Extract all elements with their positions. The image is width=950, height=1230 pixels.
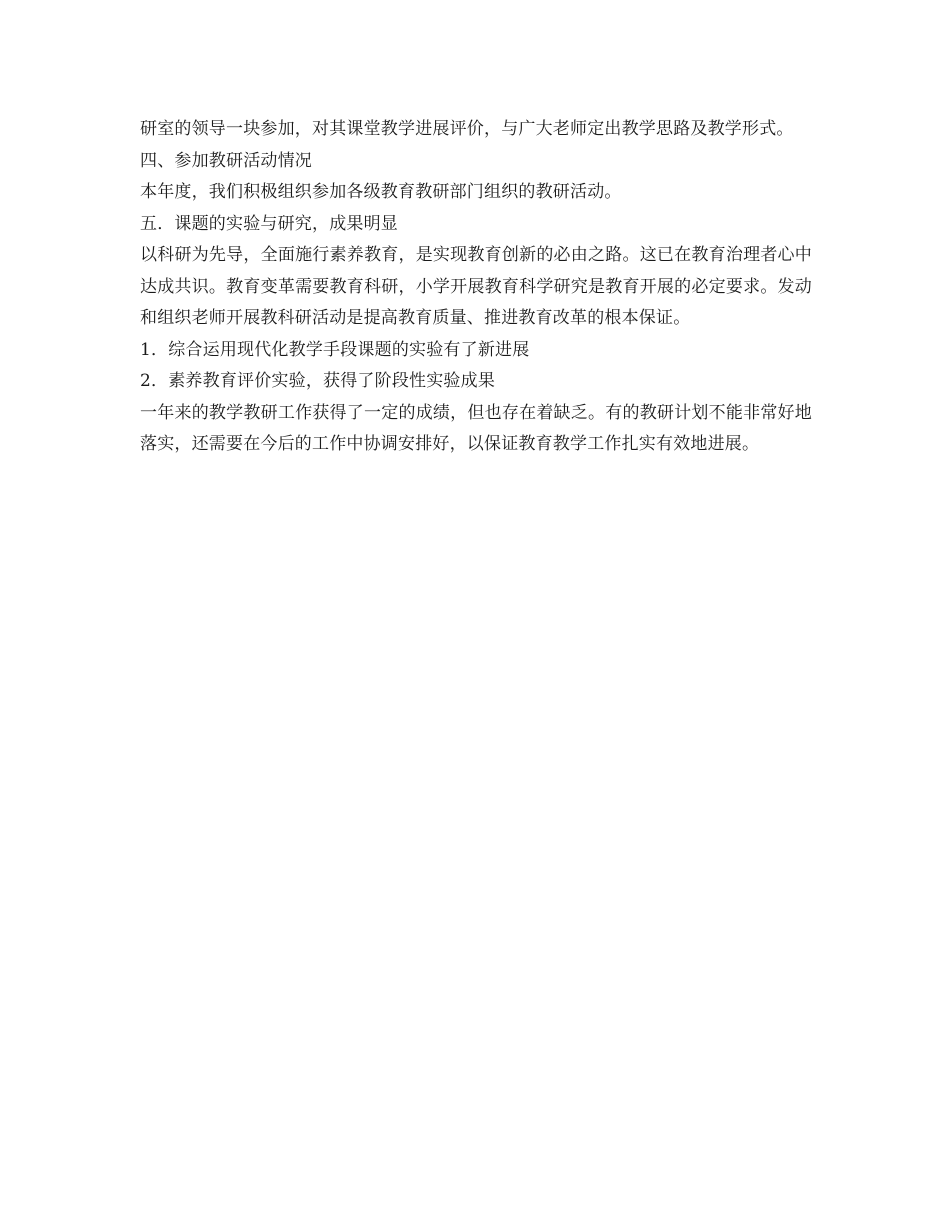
paragraph-summary: 一年来的教学教研工作获得了一定的成绩，但也存在着缺乏。有的教研计划不能非常好地落实，还需要在今后的工作中协调安排好，以保证教育教学工作扎实有效地进展。 xyxy=(140,402,812,454)
list-item: 2．素养教育评价实验，获得了阶段性实验成果 xyxy=(140,371,496,391)
list-item: 1．综合运用现代化教学手段课题的实验有了新进展 xyxy=(140,339,530,360)
paragraph-continuation: 研室的领导一块参加，对其课堂教学进展评价，与广大老师定出教学思路及教学形式。 xyxy=(140,119,794,139)
document-body xyxy=(140,114,812,461)
section-heading-4: 四、参加教研活动情况 xyxy=(140,150,312,171)
paragraph: 本年度，我们积极组织参加各级教育教研部门组织的教研活动。 xyxy=(140,182,622,202)
paragraph: 以科研为先导，全面施行素养教育，是实现教育创新的必由之路。这已在教育治理者心中达成共识。教育变革需要教育科研，小学开展教育科学研究是教育开展的必定要求。发动和组织老师开展教科研活动是提高教育质量、推进教育改革的根本保证。 xyxy=(140,245,812,328)
section-heading-5: 五．课题的实验与研究，成果明显 xyxy=(140,213,398,234)
